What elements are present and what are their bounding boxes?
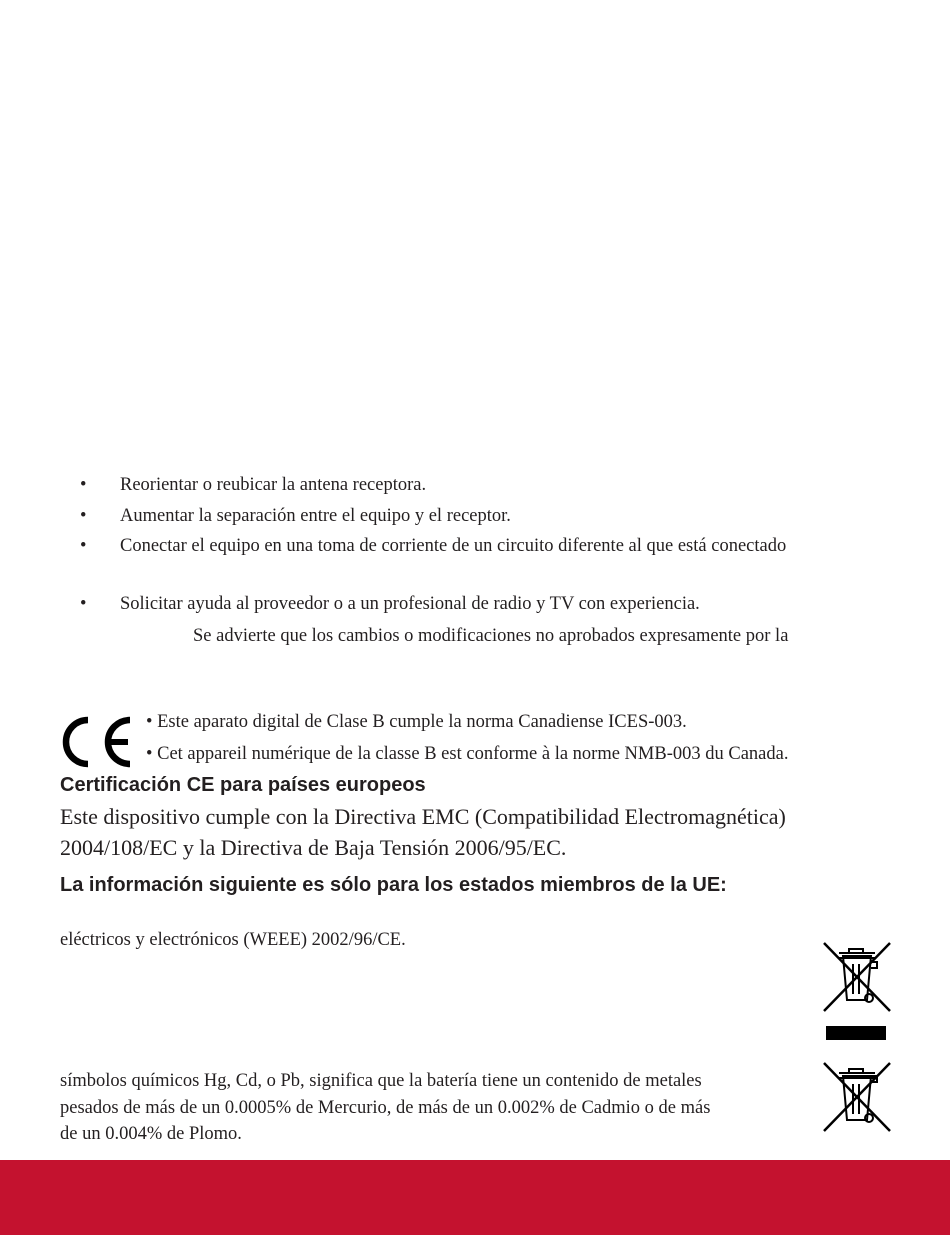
weee-directive-text: eléctricos y electrónicos (WEEE) 2002/96/CE. <box>60 930 406 950</box>
list-item-text: Reorientar o reubicar la antena receptora. <box>120 475 427 495</box>
bullet: • <box>80 506 87 526</box>
battery-text-line: símbolos químicos Hg, Cd, o Pb, significa que la batería tiene un contenido de metales <box>60 1071 702 1091</box>
bullet: • <box>80 594 87 614</box>
bullet: • <box>80 475 87 495</box>
list-item-text: Solicitar ayuda al proveedor o a un profesional de radio y TV con experiencia. <box>120 594 700 614</box>
ce-heading: Certificación CE para países europeos <box>60 774 426 796</box>
list-item-text: Conectar el equipo en una toma de corriente de un circuito diferente al que está conectado <box>120 536 787 556</box>
ce-body-line: 2004/108/EC y la Directiva de Baja Tensión 2006/95/EC. <box>60 835 567 860</box>
battery-text-line: pesados de más de un 0.0005% de Mercurio, de más de un 0.002% de Cadmio o de más <box>60 1098 711 1118</box>
canada-nmb-line: • Cet appareil numérique de la classe B est conforme à la norme NMB-003 du Canada. <box>146 744 789 764</box>
fcc-warning-text: Se advierte que los cambios o modificaciones no aprobados expresamente por la <box>193 626 789 646</box>
bullet: • <box>80 536 87 556</box>
eu-heading: La información siguiente es sólo para los estados miembros de la UE: <box>60 874 727 896</box>
crossed-out-wheeled-bin-icon <box>821 940 893 1014</box>
footer-bar <box>0 1160 950 1235</box>
weee-date-bar <box>826 1026 886 1040</box>
ce-mark-icon <box>58 714 136 770</box>
battery-text-line: de un 0.004% de Plomo. <box>60 1124 242 1144</box>
crossed-out-wheeled-bin-battery-icon <box>821 1060 893 1134</box>
ce-body-line: Este dispositivo cumple con la Directiva EMC (Compatibilidad Electromagnética) <box>60 804 786 829</box>
list-item-text: Aumentar la separación entre el equipo y el receptor. <box>120 506 511 526</box>
canada-ices-line: • Este aparato digital de Clase B cumple la norma Canadiense ICES-003. <box>146 712 687 732</box>
